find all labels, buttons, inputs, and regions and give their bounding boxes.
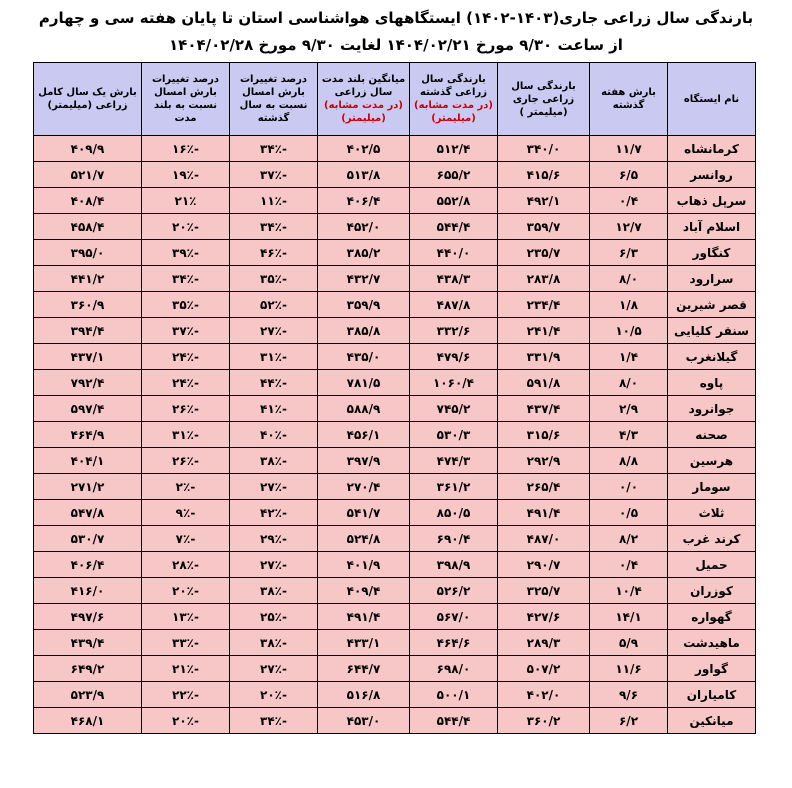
last-year-cell: ۴۶۴/۶ [410,630,498,656]
pct-vs-last-cell: -۳۱٪ [230,344,318,370]
longterm-cell: ۵۱۳/۸ [318,162,410,188]
full-year-cell: ۵۹۷/۴ [34,396,142,422]
station-cell: قصر شیرین [668,292,756,318]
longterm-cell: ۳۵۹/۹ [318,292,410,318]
week-rain-cell: ۹/۶ [590,682,668,708]
current-year-cell: ۳۵۹/۷ [498,214,590,240]
full-year-cell: ۴۰۶/۴ [34,552,142,578]
table-row [34,656,756,682]
full-year-cell: ۴۰۸/۴ [34,188,142,214]
last-year-cell: ۵۶۷/۰ [410,604,498,630]
current-year-cell: ۲۹۲/۹ [498,448,590,474]
week-rain-cell: ۶/۲ [590,708,668,734]
current-year-cell: ۲۴۱/۴ [498,318,590,344]
pct-vs-longterm-cell: -۲۴٪ [142,344,230,370]
station-cell: پاوه [668,370,756,396]
last-year-cell: ۴۴۰/۰ [410,240,498,266]
full-year-cell: ۶۴۹/۲ [34,656,142,682]
week-rain-cell: ۰/۵ [590,500,668,526]
station-cell: سرپل ذهاب [668,188,756,214]
week-rain-cell: ۵/۹ [590,630,668,656]
pct-vs-last-cell: -۲۷٪ [230,474,318,500]
table-row [34,240,756,266]
week-rain-cell: ۱۱/۶ [590,656,668,682]
pct-vs-last-cell: -۲۵٪ [230,604,318,630]
last-year-cell: ۴۷۴/۳ [410,448,498,474]
pct-vs-longterm-cell: -۳۵٪ [142,292,230,318]
full-year-cell: ۲۷۱/۲ [34,474,142,500]
pct-vs-longterm-cell: -۲۲٪ [142,682,230,708]
last-year-cell: ۶۹۰/۴ [410,526,498,552]
pct-vs-last-cell: -۳۸٪ [230,448,318,474]
current-year-cell: ۲۹۰/۷ [498,552,590,578]
station-cell: صحنه [668,422,756,448]
full-year-cell: ۴۳۹/۴ [34,630,142,656]
last-year-cell: ۵۴۴/۴ [410,708,498,734]
pct-vs-longterm-cell: ۲۱٪ [142,188,230,214]
table-row [34,578,756,604]
longterm-cell: ۳۹۷/۹ [318,448,410,474]
longterm-cell: ۴۵۶/۱ [318,422,410,448]
title-line-2: از ساعت ۹/۳۰ مورخ ۱۴۰۴/۰۲/۲۱ لغایت ۹/۳۰ مورخ ۱۴۰۴/۰۲/۲۸ [169,36,623,54]
longterm-cell: ۵۸۸/۹ [318,396,410,422]
pct-vs-longterm-cell: -۲۰٪ [142,214,230,240]
station-cell: گهواره [668,604,756,630]
pct-vs-last-cell: -۲۷٪ [230,656,318,682]
station-cell: هرسین [668,448,756,474]
header-longterm-period: (در مدت مشابه) [324,100,403,111]
station-cell: گیلانغرب [668,344,756,370]
header-last-year-unit: (میلیمتر) [431,113,476,124]
table-row [34,500,756,526]
longterm-cell: ۲۷۰/۴ [318,474,410,500]
week-rain-cell: ۱/۸ [590,292,668,318]
table-row [34,474,756,500]
last-year-cell: ۳۶۱/۲ [410,474,498,500]
week-rain-cell: ۸/۰ [590,370,668,396]
full-year-cell: ۴۰۴/۱ [34,448,142,474]
current-year-cell: ۲۳۴/۴ [498,292,590,318]
header-full-year: بارش یک سال کامل زراعی (میلیمتر) [34,63,142,136]
last-year-cell: ۵۱۲/۴ [410,136,498,162]
longterm-cell: ۳۸۵/۲ [318,240,410,266]
current-year-cell: ۳۳۱/۹ [498,344,590,370]
pct-vs-longterm-cell: -۳۳٪ [142,630,230,656]
last-year-cell: ۴۸۷/۸ [410,292,498,318]
longterm-cell: ۴۰۲/۵ [318,136,410,162]
full-year-cell: ۴۰۹/۹ [34,136,142,162]
station-cell: کنگاور [668,240,756,266]
week-rain-cell: ۶/۳ [590,240,668,266]
last-year-cell: ۵۰۰/۱ [410,682,498,708]
table-row [34,370,756,396]
pct-vs-last-cell: -۴۱٪ [230,396,318,422]
current-year-cell: ۳۴۰/۰ [498,136,590,162]
pct-vs-longterm-cell: -۹٪ [142,500,230,526]
table-row [34,162,756,188]
table-row [34,396,756,422]
pct-vs-last-cell: -۳۵٪ [230,266,318,292]
pct-vs-longterm-cell: -۳۱٪ [142,422,230,448]
full-year-cell: ۴۶۴/۹ [34,422,142,448]
current-year-cell: ۲۶۵/۴ [498,474,590,500]
pct-vs-last-cell: -۳۸٪ [230,578,318,604]
pct-vs-last-cell: -۳۴٪ [230,708,318,734]
header-current-year: بارندگی سال زراعی جاری (میلیمتر ) [498,63,590,136]
week-rain-cell: ۰/۰ [590,474,668,500]
full-year-cell: ۴۵۸/۴ [34,214,142,240]
last-year-cell: ۶۵۵/۲ [410,162,498,188]
station-cell: میانکین [668,708,756,734]
pct-vs-longterm-cell: -۲۰٪ [142,578,230,604]
table-row [34,188,756,214]
pct-vs-longterm-cell: -۳۹٪ [142,240,230,266]
rainfall-table [33,62,756,734]
pct-vs-last-cell: -۳۸٪ [230,630,318,656]
week-rain-cell: ۱/۴ [590,344,668,370]
week-rain-cell: ۰/۴ [590,552,668,578]
pct-vs-last-cell: -۲۷٪ [230,318,318,344]
current-year-cell: ۴۱۵/۶ [498,162,590,188]
current-year-cell: ۴۰۲/۰ [498,682,590,708]
current-year-cell: ۵۰۷/۲ [498,656,590,682]
header-week-rain: بارش هفته گذشته [590,63,668,136]
current-year-cell: ۴۲۷/۶ [498,604,590,630]
full-year-cell: ۴۱۶/۰ [34,578,142,604]
last-year-cell: ۴۳۸/۳ [410,266,498,292]
pct-vs-last-cell: -۲۷٪ [230,552,318,578]
header-row [34,63,756,136]
pct-vs-longterm-cell: -۳۴٪ [142,266,230,292]
station-cell: کرمانشاه [668,136,756,162]
last-year-cell: ۳۳۲/۶ [410,318,498,344]
pct-vs-longterm-cell: -۲۰٪ [142,708,230,734]
station-cell: سنقر کلیایی [668,318,756,344]
week-rain-cell: ۱۲/۷ [590,214,668,240]
header-longterm-unit: (میلیمتر) [341,113,386,124]
pct-vs-last-cell: -۵۲٪ [230,292,318,318]
full-year-cell: ۴۴۱/۲ [34,266,142,292]
station-cell: کوزران [668,578,756,604]
last-year-cell: ۴۷۹/۶ [410,344,498,370]
header-last-year: بارندگی سال زراعی گذشته (در مدت مشابه) (میلیمتر) [410,63,498,136]
station-cell: سرارود [668,266,756,292]
pct-vs-longterm-cell: -۳۷٪ [142,318,230,344]
header-pct-vs-last: درصد تغییرات بارش امسال نسبت به سال گذشته [230,63,318,136]
full-year-cell: ۴۳۷/۱ [34,344,142,370]
pct-vs-longterm-cell: -۲٪ [142,474,230,500]
station-cell: کامیاران [668,682,756,708]
table-row [34,708,756,734]
pct-vs-longterm-cell: -۲۱٪ [142,656,230,682]
current-year-cell: ۴۹۱/۴ [498,500,590,526]
current-year-cell: ۳۲۵/۷ [498,578,590,604]
header-last-year-period: (در مدت مشابه) [414,100,493,111]
table-row [34,448,756,474]
pct-vs-longterm-cell: -۷٪ [142,526,230,552]
week-rain-cell: ۱۰/۵ [590,318,668,344]
last-year-cell: ۷۴۵/۲ [410,396,498,422]
pct-vs-longterm-cell: -۲۸٪ [142,552,230,578]
header-longterm: میانگین بلند مدت سال زراعی (در مدت مشابه) (میلیمتر) [318,63,410,136]
current-year-cell: ۴۹۲/۱ [498,188,590,214]
table-row [34,604,756,630]
last-year-cell: ۳۹۸/۹ [410,552,498,578]
longterm-cell: ۴۵۲/۰ [318,214,410,240]
station-cell: سومار [668,474,756,500]
table-row [34,136,756,162]
full-year-cell: ۵۳۰/۷ [34,526,142,552]
table-row [34,526,756,552]
pct-vs-longterm-cell: -۱۹٪ [142,162,230,188]
last-year-cell: ۵۵۲/۸ [410,188,498,214]
week-rain-cell: ۶/۵ [590,162,668,188]
current-year-cell: ۳۱۵/۶ [498,422,590,448]
pct-vs-longterm-cell: -۲۴٪ [142,370,230,396]
longterm-cell: ۴۳۲/۷ [318,266,410,292]
station-cell: ماهیدشت [668,630,756,656]
table-row [34,682,756,708]
longterm-cell: ۵۴۱/۷ [318,500,410,526]
last-year-cell: ۸۵۰/۵ [410,500,498,526]
pct-vs-longterm-cell: -۲۶٪ [142,448,230,474]
longterm-cell: ۴۳۳/۱ [318,630,410,656]
longterm-cell: ۴۰۹/۴ [318,578,410,604]
station-cell: حمیل [668,552,756,578]
current-year-cell: ۴۸۷/۰ [498,526,590,552]
table-row [34,266,756,292]
pct-vs-last-cell: -۴۰٪ [230,422,318,448]
full-year-cell: ۳۶۰/۹ [34,292,142,318]
full-year-cell: ۳۹۴/۴ [34,318,142,344]
table-row [34,318,756,344]
longterm-cell: ۴۳۵/۰ [318,344,410,370]
week-rain-cell: ۴/۳ [590,422,668,448]
week-rain-cell: ۸/۰ [590,266,668,292]
table-row [34,344,756,370]
table-row [34,214,756,240]
week-rain-cell: ۱۱/۷ [590,136,668,162]
pct-vs-last-cell: -۳۴٪ [230,136,318,162]
longterm-cell: ۶۴۴/۷ [318,656,410,682]
pct-vs-last-cell: -۲۰٪ [230,682,318,708]
station-cell: جوانرود [668,396,756,422]
week-rain-cell: ۰/۴ [590,188,668,214]
pct-vs-longterm-cell: -۲۶٪ [142,396,230,422]
full-year-cell: ۴۹۷/۶ [34,604,142,630]
table-row [34,292,756,318]
longterm-cell: ۵۱۶/۸ [318,682,410,708]
longterm-cell: ۴۵۳/۰ [318,708,410,734]
longterm-cell: ۷۸۱/۵ [318,370,410,396]
current-year-cell: ۴۳۷/۴ [498,396,590,422]
last-year-cell: ۱۰۶۰/۴ [410,370,498,396]
full-year-cell: ۵۴۷/۸ [34,500,142,526]
full-year-cell: ۷۹۲/۴ [34,370,142,396]
table-row [34,630,756,656]
table-row [34,422,756,448]
pct-vs-last-cell: -۱۱٪ [230,188,318,214]
week-rain-cell: ۱۴/۱ [590,604,668,630]
pct-vs-last-cell: -۳۷٪ [230,162,318,188]
current-year-cell: ۵۹۱/۸ [498,370,590,396]
current-year-cell: ۳۶۰/۲ [498,708,590,734]
full-year-cell: ۴۶۸/۱ [34,708,142,734]
station-cell: ثلاث [668,500,756,526]
pct-vs-last-cell: -۲۹٪ [230,526,318,552]
longterm-cell: ۵۲۴/۸ [318,526,410,552]
pct-vs-last-cell: -۴۴٪ [230,370,318,396]
current-year-cell: ۲۸۹/۳ [498,630,590,656]
station-cell: اسلام آباد [668,214,756,240]
week-rain-cell: ۸/۲ [590,526,668,552]
title-line-1: بارندگی سال زراعی جاری(۱۴۰۳-۱۴۰۲) ایستگاههای هواشناسی استان تا پایان هفته سی و چهارم [38,9,754,27]
pct-vs-last-cell: -۴۲٪ [230,500,318,526]
full-year-cell: ۵۲۱/۷ [34,162,142,188]
pct-vs-longterm-cell: -۱۶٪ [142,136,230,162]
header-pct-vs-longterm: درصد تغییرات بارش امسال نسبت به بلند مدت [142,63,230,136]
full-year-cell: ۳۹۵/۰ [34,240,142,266]
last-year-cell: ۵۴۴/۴ [410,214,498,240]
current-year-cell: ۲۸۳/۸ [498,266,590,292]
current-year-cell: ۲۳۵/۷ [498,240,590,266]
week-rain-cell: ۲/۹ [590,396,668,422]
week-rain-cell: ۱۰/۴ [590,578,668,604]
longterm-cell: ۴۰۱/۹ [318,552,410,578]
longterm-cell: ۳۸۵/۸ [318,318,410,344]
table-row [34,552,756,578]
station-cell: گواور [668,656,756,682]
longterm-cell: ۴۹۱/۴ [318,604,410,630]
pct-vs-longterm-cell: -۱۳٪ [142,604,230,630]
station-cell: روانسر [668,162,756,188]
header-station: نام ایستگاه [668,63,756,136]
pct-vs-last-cell: -۳۴٪ [230,214,318,240]
last-year-cell: ۵۲۶/۲ [410,578,498,604]
last-year-cell: ۶۹۸/۰ [410,656,498,682]
full-year-cell: ۵۲۳/۹ [34,682,142,708]
longterm-cell: ۴۰۶/۴ [318,188,410,214]
last-year-cell: ۵۳۰/۳ [410,422,498,448]
pct-vs-last-cell: -۴۶٪ [230,240,318,266]
week-rain-cell: ۸/۸ [590,448,668,474]
station-cell: کرند غرب [668,526,756,552]
